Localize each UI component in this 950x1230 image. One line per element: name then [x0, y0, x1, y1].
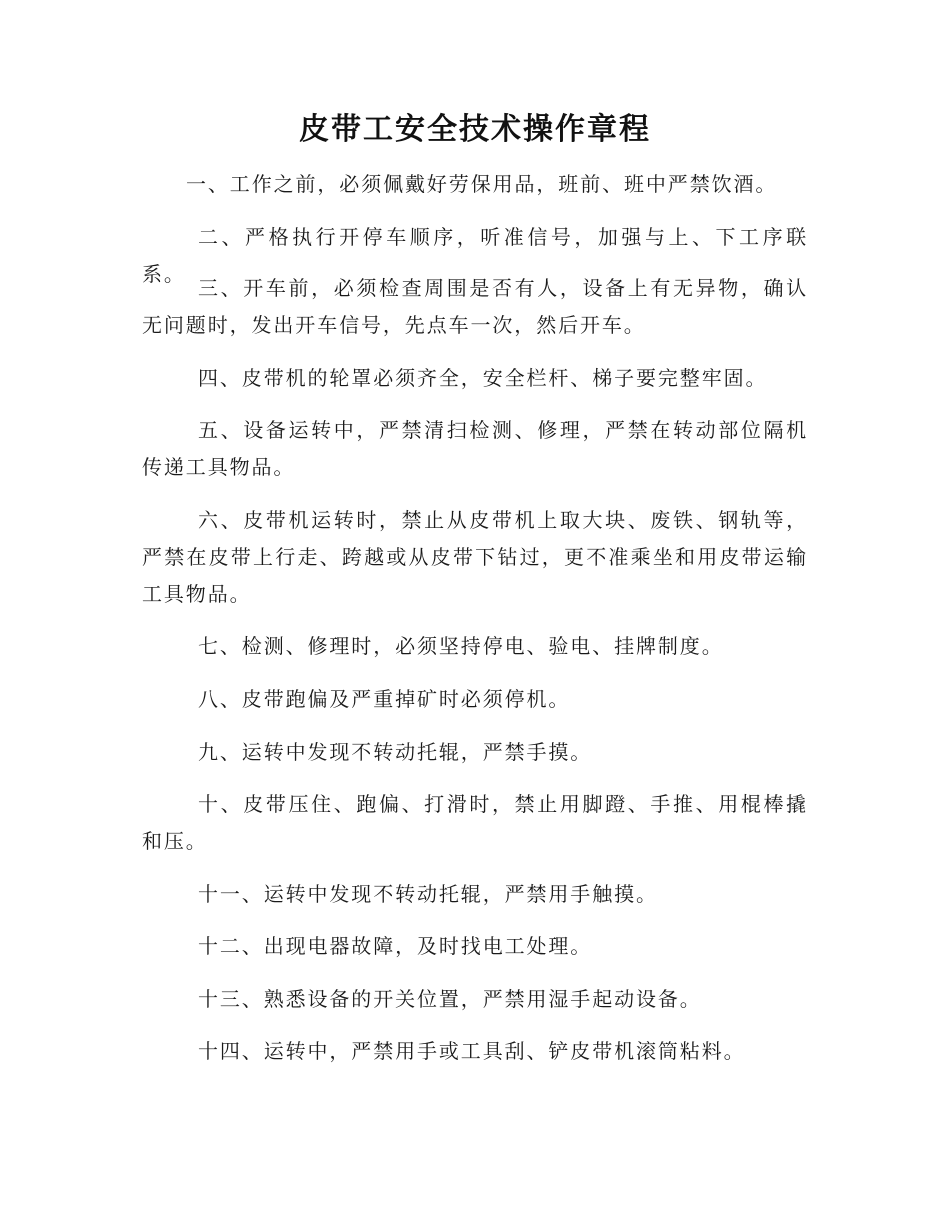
rule-paragraph-3: 三、开车前，必须检查周围是否有人，设备上有无异物，确认无问题时，发出开车信号，先点车一次，然后开车。 — [142, 276, 808, 337]
rule-paragraph-14: 十四、运转中，严禁用手或工具刮、铲皮带机滚筒粘料。 — [198, 1039, 746, 1063]
rule-paragraph-6: 六、皮带机运转时，禁止从皮带机上取大块、废铁、钢轨等，严禁在皮带上行走、跨越或从皮带下钻过，更不准乘坐和用皮带运输工具物品。 — [142, 508, 808, 606]
rule-paragraph-1: 一、工作之前，必须佩戴好劳保用品，班前、班中严禁饮酒。 — [186, 172, 778, 196]
rule-paragraph-11: 十一、运转中发现不转动托辊，严禁用手触摸。 — [198, 882, 658, 906]
rule-paragraph-10: 十、皮带压住、跑偏、打滑时，禁止用脚蹬、手推、用棍棒撬和压。 — [142, 792, 808, 853]
rule-paragraph-7: 七、检测、修理时，必须坚持停电、验电、挂牌制度。 — [198, 634, 724, 658]
rule-paragraph-13: 十三、熟悉设备的开关位置，严禁用湿手起动设备。 — [198, 987, 702, 1011]
rule-paragraph-9: 九、运转中发现不转动托辊，严禁手摸。 — [198, 740, 593, 764]
rule-paragraph-5: 五、设备运转中，严禁清扫检测、修理，严禁在转动部位隔机传递工具物品。 — [142, 418, 808, 479]
rule-paragraph-2: 二、严格执行开停车顺序，听准信号，加强与上、下工序联系。 — [142, 225, 808, 286]
rule-paragraph-12: 十二、出现电器故障，及时找电工处理。 — [198, 934, 593, 958]
rule-paragraph-8: 八、皮带跑偏及严重掉矿时必须停机。 — [198, 687, 571, 711]
rule-paragraph-4: 四、皮带机的轮罩必须齐全，安全栏杆、梯子要完整牢固。 — [198, 366, 768, 390]
document-title: 皮带工安全技术操作章程 — [299, 112, 651, 147]
